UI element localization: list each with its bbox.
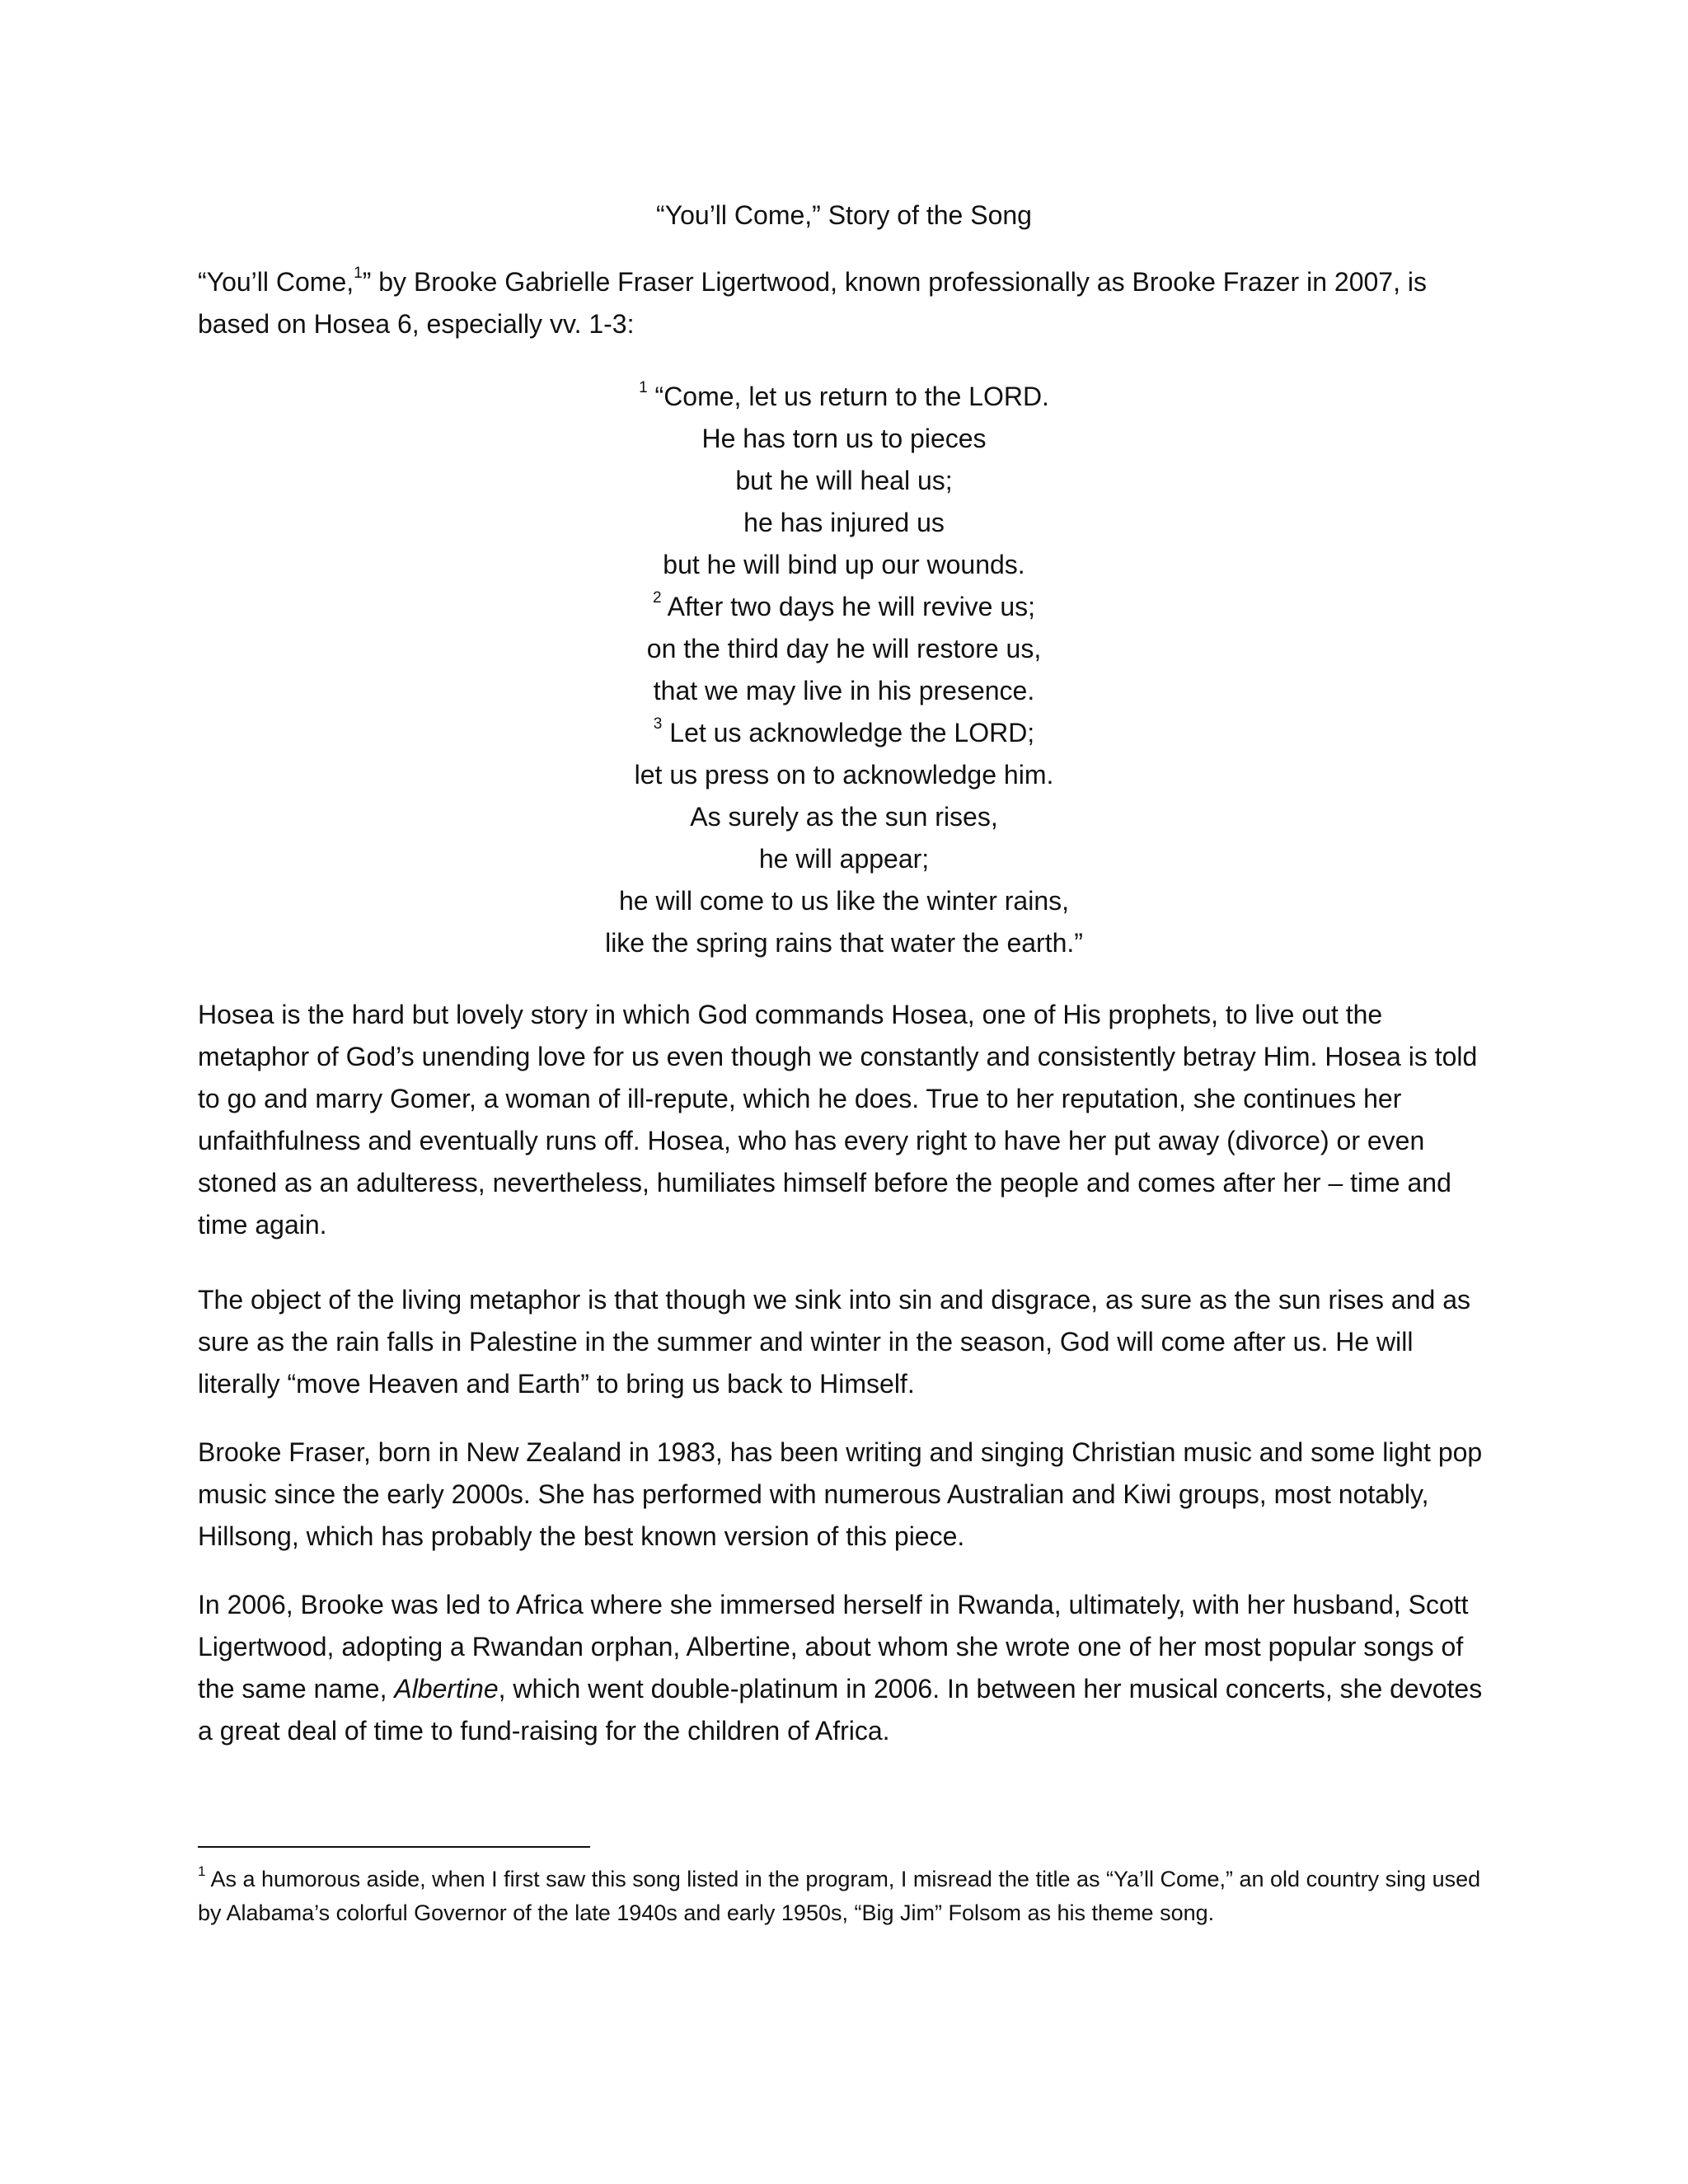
verse-line (0, 586, 1688, 628)
verse-text: like the spring rains that water the earth.” (605, 928, 1083, 958)
page-title: “You’ll Come,” Story of the Song (656, 200, 1032, 230)
verse-line (0, 502, 1688, 544)
footnote-separator (198, 1846, 590, 1848)
verse-number: 1 (639, 379, 648, 397)
paragraph-africa (198, 1584, 1500, 1752)
verse-line (0, 754, 1688, 796)
africa-text-start: In 2006, Brooke was led to Africa where she immersed herself in Rwanda, ultimately, with her husband, Scott Ligertwood, adopting a Rwandan orphan, Albertine, about whom she wrote one of her most popular songs of the same name, (198, 1590, 1469, 1704)
verse-text: After two days he will revive us; (661, 592, 1036, 621)
verse-line (0, 712, 1688, 754)
footnote-text: As a humorous aside, when I first saw this song listed in the program, I misread the title as “Ya’ll Come,” an old country sing used by Alabama’s colorful Governor of the late 1940s and early 1950s, “Big Jim” Folsom as his theme song. (198, 1867, 1481, 1925)
intro-text-end: ” by Brooke Gabrielle Fraser Ligertwood, known professionally as Brooke Frazer in 2007, is based on Hosea 6, especially vv. 1-3: (198, 267, 1427, 339)
song-title-albertine: Albertine (394, 1674, 499, 1704)
verse-text: he has injured us (743, 508, 945, 537)
verse-text: he will come to us like the winter rains, (619, 886, 1069, 916)
footnote-reference[interactable]: 1 (354, 265, 363, 283)
verse-text: but he will heal us; (735, 466, 953, 495)
verse-text: “Come, let us return to the LORD. (647, 382, 1049, 411)
verse-number: 3 (653, 715, 663, 733)
verse-line (0, 922, 1688, 964)
intro-text-start: “You’ll Come, (198, 267, 354, 297)
verse-number: 2 (652, 589, 662, 607)
verse-line (0, 880, 1688, 922)
verse-line (0, 796, 1688, 838)
verse-line (0, 418, 1688, 460)
verse-line (0, 460, 1688, 502)
verse-text: Let us acknowledge the LORD; (662, 718, 1035, 748)
africa-text-end: , which went double-platinum in 2006. In between her musical concerts, she devotes a great deal of time to fund-raising for the children of Africa. (198, 1674, 1483, 1746)
scripture-quote (0, 376, 1688, 964)
paragraph-hosea: Hosea is the hard but lovely story in which God commands Hosea, one of His prophets, to live out the metaphor of God’s unending love for us even though we constantly and consistently betray Him. Hosea is told to go and marry Gomer, a woman of ill-repute, which he does. True to her reputation, she continues her unfaithfulness and eventually runs off. Hosea, who has every right to have her put away (divorce) or even stoned as an adulteress, nevertheless, humiliates himself before the people and comes after her – time and time again. (198, 1000, 1478, 1240)
verse-text: but he will bind up our wounds. (663, 550, 1025, 579)
verse-text: let us press on to acknowledge him. (634, 760, 1054, 790)
verse-text: He has torn us to pieces (701, 424, 987, 453)
verse-line (0, 376, 1688, 418)
verse-line (0, 628, 1688, 670)
verse-text: he will appear; (758, 844, 930, 874)
paragraph-brooke-fraser: Brooke Fraser, born in New Zealand in 1983, has been writing and singing Christian music and some light pop music since the early 2000s. She has performed with numerous Australian and Kiwi groups, most notably, Hillsong, which has probably the best known version of this piece. (198, 1437, 1483, 1551)
footnote (198, 1863, 1500, 1930)
paragraph-metaphor: The object of the living metaphor is that though we sink into sin and disgrace, as sure as the sun rises and as sure as the rain falls in Palestine in the summer and winter in the season, God will come after us. He will literally “move Heaven and Earth” to bring us back to Himself. (198, 1285, 1470, 1399)
verse-line (0, 544, 1688, 586)
verse-text: on the third day he will restore us, (646, 634, 1042, 663)
verse-line (0, 838, 1688, 880)
footnote-number: 1 (198, 1863, 206, 1879)
verse-text: that we may live in his presence. (653, 676, 1035, 705)
intro-paragraph (198, 261, 1500, 345)
verse-text: As surely as the sun rises, (690, 802, 998, 832)
verse-line (0, 670, 1688, 712)
